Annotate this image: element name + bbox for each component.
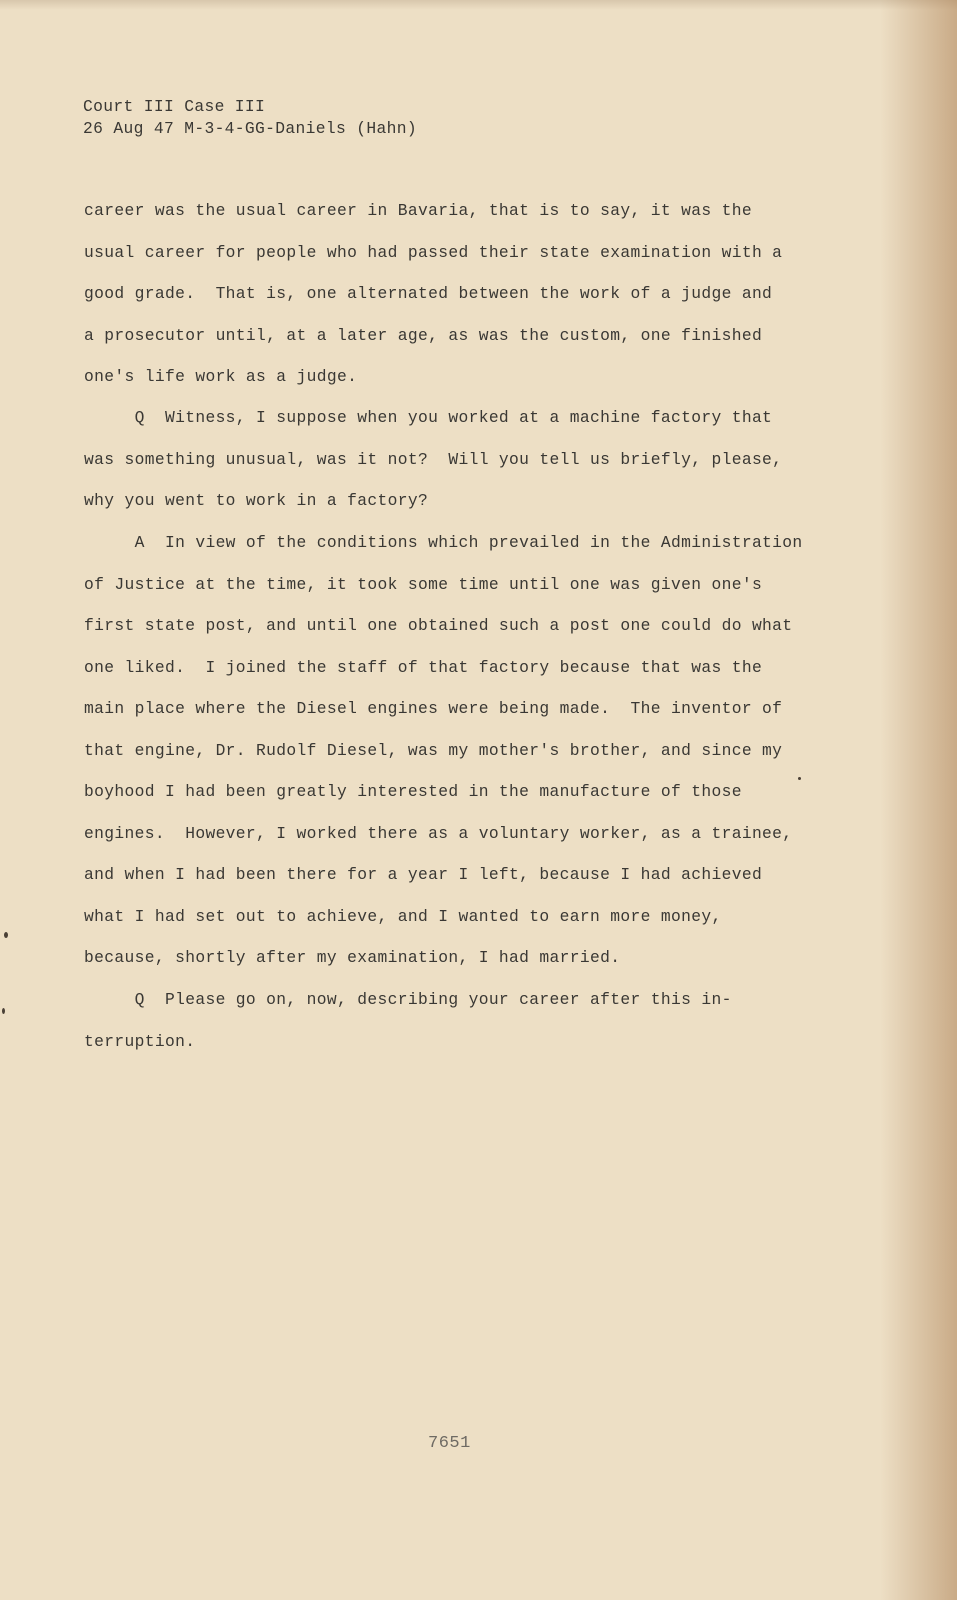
text-line: usual career for people who had passed their state examination with a: [84, 242, 783, 262]
header-court-case: Court III Case III: [83, 97, 266, 116]
text-line: main place where the Diesel engines were being made. The inventor of: [84, 699, 783, 718]
text-line: and when I had been there for a year I left, because I had achieved: [84, 865, 763, 884]
text-line: A In view of the conditions which prevailed in the Administration: [84, 533, 803, 552]
paragraph-answer-factory: [84, 522, 844, 979]
text-line: good grade. That is, one alternated between the work of a judge and: [84, 284, 773, 303]
text-line: Q Witness, I suppose when you worked at a machine factory that: [84, 408, 773, 427]
text-line: first state post, and until one obtained such a post one could do what: [84, 616, 793, 635]
paragraph-question-factory: [84, 397, 844, 522]
paper-speck: [2, 1008, 5, 1014]
header-date-session: 26 Aug 47 M-3-4-GG-Daniels (Hahn): [83, 119, 417, 138]
text-line: career was the usual career in Bavaria, that is to say, it was the: [84, 201, 752, 220]
text-line: was something unusual, was it not? Will you tell us briefly, please,: [84, 449, 783, 469]
page-number: 7651: [428, 1434, 471, 1453]
text-line: of Justice at the time, it took some time until one was given one's: [84, 574, 763, 594]
text-line: terruption.: [84, 1031, 196, 1051]
text-line: engines. However, I worked there as a voluntary worker, as a trainee,: [84, 823, 793, 843]
paper-speck: [4, 932, 8, 938]
text-line: that engine, Dr. Rudolf Diesel, was my mother's brother, and since my: [84, 740, 783, 760]
text-line: Q Please go on, now, describing your career after this in-: [84, 990, 732, 1009]
text-line: one liked. I joined the staff of that factory because that was the: [84, 657, 763, 677]
document-header: [83, 96, 417, 140]
paper-speck: [798, 777, 801, 780]
text-line: boyhood I had been greatly interested in the manufacture of those: [84, 782, 742, 801]
text-line: because, shortly after my examination, I had married.: [84, 948, 621, 967]
text-line: what I had set out to achieve, and I wanted to earn more money,: [84, 906, 722, 926]
paragraph-question-career: [84, 979, 844, 1062]
text-line: why you went to work in a factory?: [84, 491, 429, 510]
paragraph-career-continued: [84, 190, 844, 398]
text-line: a prosecutor until, at a later age, as was the custom, one finished: [84, 325, 763, 345]
text-line: one's life work as a judge.: [84, 367, 358, 386]
